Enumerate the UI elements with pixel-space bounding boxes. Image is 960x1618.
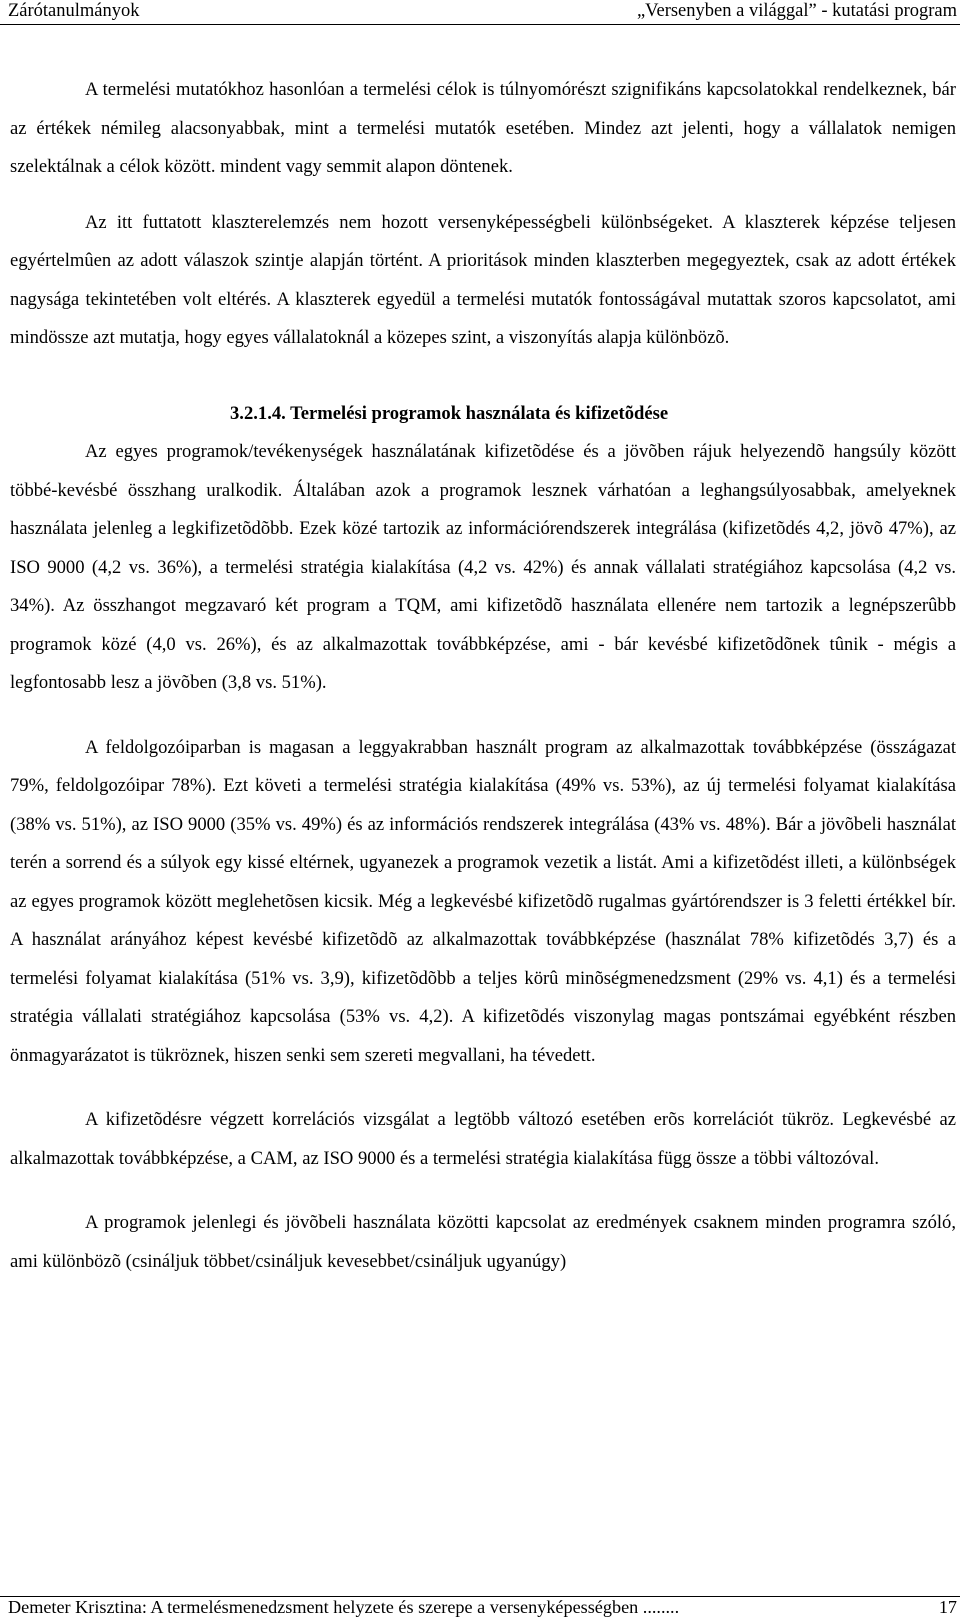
header-left-title: Zárótanulmányok [8,1,140,21]
paragraph-cluster-analysis: Az itt futtatott klaszterelemzés nem hozott versenyképességbeli különbségeket. A klaszterek képzése teljesen egyértelmûen az adott válaszok szintje alapján történt. A prioritások minden klaszterben megegyeztek, csak az adott értékek nagysága tekintetében volt eltérés. A klaszterek egyedül a termelési mutatók fontosságával mutattak szoros kapcsolatot, ami mindössze azt mutatja, hogy egyes vállalatoknál a közepes szint, a viszonyítás alapja különbözõ. [10,211,956,348]
footer-citation: Demeter Krisztina: A termelésmenedzsment helyzete és szerepe a versenyképességben ........ [8,1597,680,1617]
paragraph-manufacturing-industry: A feldolgozóiparban is magasan a leggyakrabban használt program az alkalmazottak továbbképzése (összágazat 79%, feldolgozóipar 78%). Ezt követi a termelési stratégia kialakítása (49% vs. 53%), az új termelési folyamat kialakítása (38% vs. 51%), az ISO 9000 (35% vs. 49%) és az információs rendszerek integrálása (43% vs. 48%). Bár a jövõbeli használat terén a sorrend és a súlyok egy kissé eltérnek, ugyanezek a programok vezetik a listát. Ami a kifizetõdést illeti, a különbségek az egyes programok között meglehetõsen kicsik. Még a legkevésbé kifizetõdõ rugalmas gyártórendszer is 3 feletti értékkel bír. A használat arányához képest kevésbé kifizetõdõ az alkalmazottak továbbképzése (használat 78% kifizetõdés 3,7) és a termelési folyamat kialakítása (51% vs. 3,9), kifizetõdõbb a teljes körû minõségmenedzsment (29% vs. 4,1) és a termelési stratégia vállalati stratégiához kapcsolása (53% vs. 4,2). A kifizetõdés viszonylag magas pontszámai egyébként részben önmagyarázatot is tükröznek, hiszen senki sem szereti megvallani, ha tévedett. [10,736,956,1066]
header-right-title: „Versenyben a világgal” - kutatási program [636,1,957,21]
paragraph-program-payoff: Az egyes programok/tevékenységek használatának kifizetõdése és a jövõben rájuk helyezendõ hangsúly között többé-kevésbé összhang uralkodik. Általában azok a programok lesznek várhatóan a leghangsúlyosabbak, amelyeknek használata jelenleg a legkifizetõdõbb. Ezek közé tartozik az információrendszerek integrálása (kifizetõdés 4,2, jövõ 47%), az ISO 9000 (4,2 vs. 36%), a termelési stratégia kialakítása (4,2 vs. 42%) és annak vállalati stratégiához kapcsolása (4,2 vs. 34%). Az összhangot megzavaró két program a TQM, ami kifizetõdõ használata ellenére nem tartozik a legnépszerûbb programok közé (4,0 vs. 26%), és az alkalmazottak továbbképzése, ami - bár kevésbé kifizetõdõnek tûnik - mégis a legfontosabb lesz a jövõben (3,8 vs. 51%). [10,441,956,693]
paragraph-correlation: A kifizetõdésre végzett korrelációs vizsgálat a legtöbb változó esetében erõs korrelációt tükröz. Legkevésbé az alkalmazottak továbbképzése, a CAM, az ISO 9000 és a termelési stratégia kialakítása függ össze a többi változóval. [10,1109,956,1169]
page-header [0,0,960,25]
page-number: 17 [938,1597,957,1617]
paragraph-production-goals: A termelési mutatókhoz hasonlóan a termelési célok is túlnyomórészt szignifikáns kapcsolatokkal rendelkeznek, bár az értékek némileg alacsonyabbak, mint a termelési mutatók esetében. Mindez azt jelenti, hogy a vállalatok nemigen szelektálnak a célok között. mindent vagy semmit alapon döntenek. [10,79,956,177]
paragraph-current-future-usage: A programok jelenlegi és jövõbeli használata közötti kapcsolat az eredmények csaknem minden programra szóló, ami különbözõ (csináljuk többet/csináljuk kevesebbet/csináljuk ugyanúgy) [10,1212,956,1272]
document-body [10,71,956,1281]
section-heading: 3.2.1.4. Termelési programok használata és kifizetõdése [230,402,669,424]
page-footer [0,1596,960,1618]
